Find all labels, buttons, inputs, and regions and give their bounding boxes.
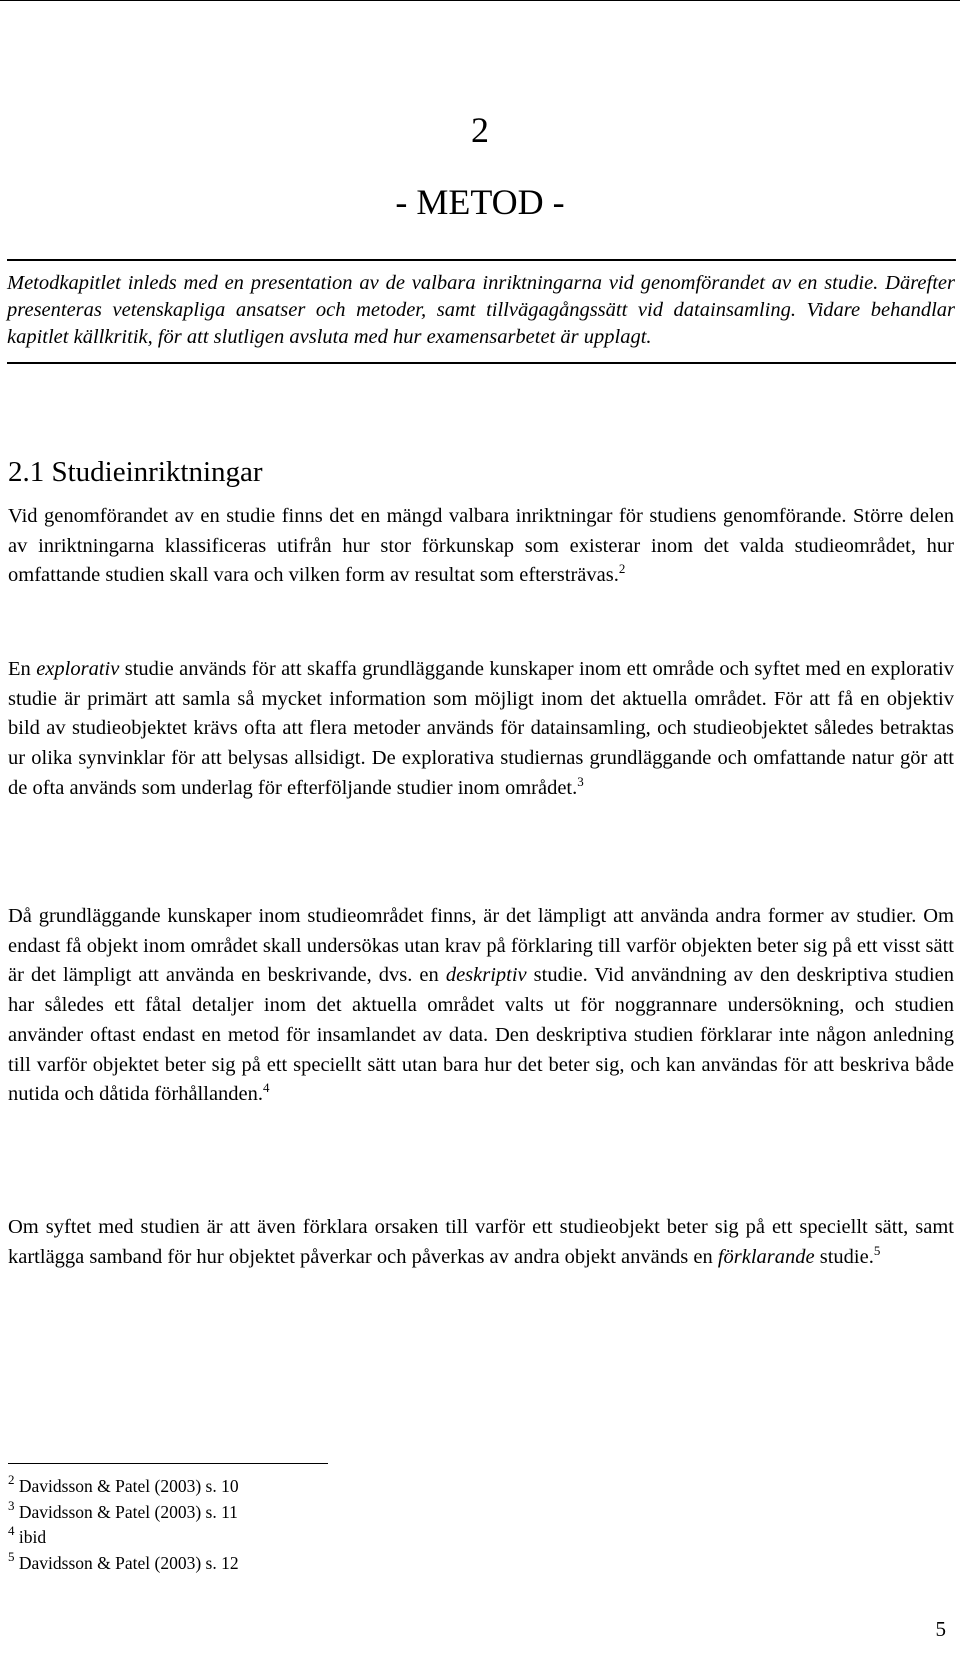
footnote-number: 3 (8, 1497, 15, 1513)
footnote-separator (8, 1463, 328, 1464)
footnote-item (8, 1548, 239, 1577)
footnote-ref-3[interactable]: 3 (577, 773, 584, 789)
footnote-item (8, 1497, 239, 1526)
term-forklarande: förklarande (717, 1245, 815, 1268)
paragraph-4-text-end: studie. (814, 1245, 874, 1268)
chapter-intro-text: Metodkapitlet inleds med en presentation av de valbara inriktningarna vid genomförandet av en studie. Därefter presenteras vetenskapliga ansatser och metoder, samt tillvägagångssätt vid datainsamling. Vidare behandlar kapitlet källkritik, för att slutligen avsluta med hur examensarbetet är upplagt. (7, 272, 955, 348)
paragraph-4 (8, 1213, 954, 1272)
footnote-list (8, 1474, 239, 1576)
footnote-ref-4[interactable]: 4 (263, 1080, 270, 1096)
term-explorativ: explorativ (36, 658, 120, 680)
chapter-title: - METOD - (395, 182, 565, 222)
paragraph-2 (8, 655, 954, 804)
paragraph-1-text: Vid genomförandet av en studie finns det en mängd valbara inriktningar för studiens genomförande. Större delen av inriktningarna klassificeras utifrån hur stor förkunskap som existerar inom det valda studieområdet, hur omfattande studien skall vara och vilken form av resultat som eftersträvas. (8, 505, 954, 587)
footnote-text: Davidsson & Patel (2003) s. 11 (18, 1501, 238, 1522)
footnote-text: Davidsson & Patel (2003) s. 10 (18, 1476, 239, 1496)
term-deskriptiv: deskriptiv (445, 964, 527, 987)
footnote-text: Davidsson & Patel (2003) s. 12 (18, 1552, 239, 1573)
paragraph-3-text-start: Då grundläggande kunskaper inom studieområdet finns, är det lämpligt att använda andra former av studier. Om endast få objekt inom området skall undersökas utan krav på förklaring till varför objekten beter sig på ett visst sätt är det lämpligt att använda en beskrivande, dvs. en (8, 905, 954, 987)
footnote-ref-2[interactable]: 2 (618, 561, 626, 577)
paragraph-3-text-end: studie. Vid användning av den deskriptiva studien har således ett fåtal detaljer inom det aktuella området valts ut för noggrannare undersökning, och studien använder oftast endast en metod för insamlandet av data. Den deskriptiva studien förklarar inte någon anledning till varför objektet beter sig på ett speciellt sätt utan bara hur det beter sig, och kan användas för att beskriva både nutida och dåtida förhållanden. (8, 964, 954, 1106)
page-number: 5 (935, 1617, 946, 1641)
footnote-number: 5 (8, 1548, 15, 1564)
footnote-item (8, 1474, 239, 1500)
footnote-ref-5[interactable]: 5 (873, 1242, 881, 1258)
footnote-number: 4 (8, 1523, 15, 1538)
paragraph-1 (8, 502, 954, 591)
paragraph-3 (8, 902, 954, 1110)
chapter-number: 2 (471, 110, 489, 150)
paragraph-2-text-start: En (8, 658, 37, 680)
footnote-item (8, 1525, 239, 1551)
top-border-rule (0, 0, 960, 1)
footnote-number: 2 (8, 1472, 15, 1487)
footnote-text: ibid (18, 1527, 47, 1547)
paragraph-4-text-start: Om syftet med studien är att även förklara orsaken till varför ett studieobjekt beter sig på ett speciellt sätt, samt kartlägga samband för hur objektet påverkar och påverkas av andra objekt används en (8, 1216, 954, 1268)
paragraph-2-text-end: studie används för att skaffa grundläggande kunskaper inom ett område och syftet med en explorativ studie är primärt att samla så mycket information som möjligt inom det aktuella området. För att få en objektiv bild av studieobjektet krävs ofta att flera metoder används för datainsamling, och studieobjektet således betraktas ur olika synvinklar för att belysas allsidigt. De explorativa studiernas grundläggande och omfattande natur gör att de ofta används som underlag för efterföljande studier inom området. (8, 658, 954, 799)
chapter-intro-box (7, 259, 956, 364)
section-heading: 2.1 Studieinriktningar (8, 456, 263, 488)
